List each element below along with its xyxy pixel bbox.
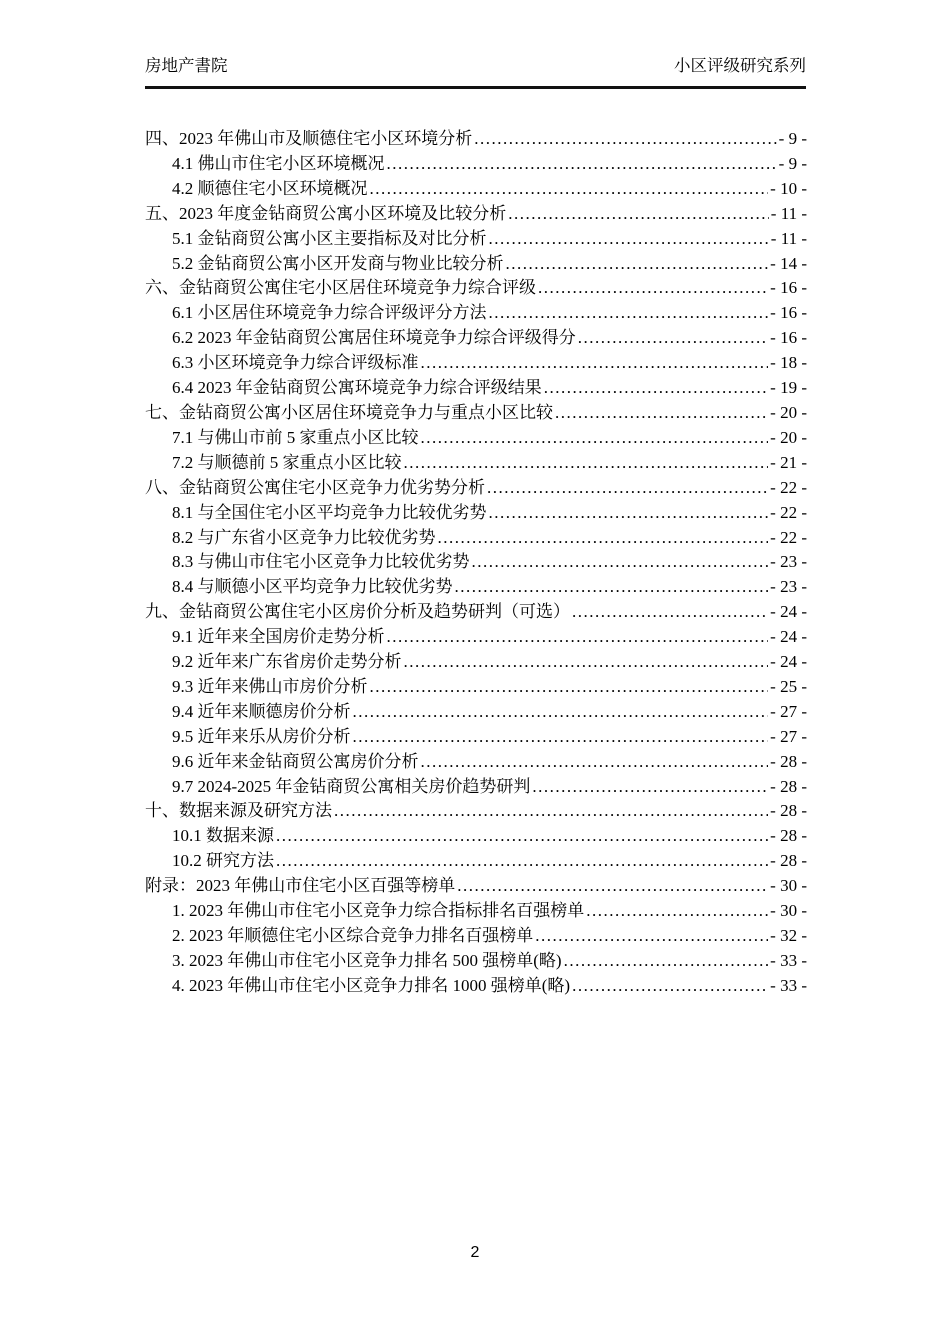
toc-entry-page: - 11 - (770, 228, 807, 248)
toc-leader-dots (276, 824, 768, 849)
toc-entry (145, 625, 807, 650)
toc-entry-title: 10.1 数据来源 (172, 826, 274, 846)
toc-entry-title: 10.2 研究方法 (172, 851, 274, 871)
toc-entry-page: - 22 - (770, 502, 807, 522)
toc-leader-dots (370, 675, 769, 700)
toc-entry-title: 5.1 金钻商贸公寓小区主要指标及对比分析 (172, 228, 487, 248)
toc-entry (145, 501, 807, 526)
toc-entry (145, 550, 807, 575)
toc-leader-dots (455, 575, 769, 600)
toc-entry (145, 451, 807, 476)
toc-entry-title: 8.2 与广东省小区竞争力比较优劣势 (172, 527, 436, 547)
toc-leader-dots (370, 177, 769, 202)
toc-leader-dots (353, 700, 769, 725)
toc-entry (145, 276, 807, 301)
toc-entry (145, 252, 807, 277)
toc-entry-title: 7.1 与佛山市前 5 家重点小区比较 (172, 427, 419, 447)
toc-leader-dots (387, 625, 769, 650)
toc-entry-page: - 23 - (770, 577, 807, 597)
toc-entry-page: - 28 - (770, 826, 807, 846)
toc-entry-page: - 25 - (770, 676, 807, 696)
toc-leader-dots (538, 276, 768, 301)
toc-entry-page: - 28 - (770, 751, 807, 771)
toc-entry-page: - 22 - (770, 527, 807, 547)
toc-leader-dots (457, 874, 768, 899)
toc-leader-dots (489, 301, 769, 326)
toc-entry (145, 650, 807, 675)
toc-entry (145, 426, 807, 451)
toc-leader-dots (276, 849, 768, 874)
toc-entry-page: - 14 - (770, 253, 807, 273)
toc-entry-page: - 11 - (770, 203, 807, 223)
toc-entry-title: 9.3 近年来佛山市房价分析 (172, 676, 368, 696)
toc-entry (145, 725, 807, 750)
toc-entry (145, 924, 807, 949)
toc-leader-dots (532, 775, 768, 800)
toc-leader-dots (474, 127, 776, 152)
toc-entry (145, 351, 807, 376)
toc-entry-page: - 30 - (770, 876, 807, 896)
header-right-title: 小区评级研究系列 (674, 57, 806, 75)
toc-entry-title: 五、2023 年度金钻商贸公寓小区环境及比较分析 (145, 203, 507, 223)
toc-entry (145, 874, 807, 899)
toc-entry-title: 1. 2023 年佛山市住宅小区竞争力综合指标排名百强榜单 (172, 901, 585, 921)
toc-leader-dots (489, 501, 769, 526)
toc-entry-title: 9.5 近年来乐从房价分析 (172, 726, 351, 746)
toc-entry-title: 2. 2023 年顺德住宅小区综合竞争力排名百强榜单 (172, 926, 534, 945)
toc-entry-title: 七、金钻商贸公寓小区居住环境竞争力与重点小区比较 (145, 402, 553, 422)
toc-entry-title: 六、金钻商贸公寓住宅小区居住环境竞争力综合评级 (145, 278, 536, 298)
toc-entry-title: 八、金钻商贸公寓住宅小区竞争力优劣势分析 (145, 477, 485, 497)
toc-entry-title: 8.3 与佛山市住宅小区竞争力比较优劣势 (172, 552, 470, 572)
toc-leader-dots (387, 152, 777, 177)
toc-leader-dots (421, 351, 769, 376)
toc-leader-dots (472, 550, 769, 575)
toc-entry-page: - 16 - (770, 328, 807, 348)
toc-leader-dots (353, 725, 769, 750)
toc-entry (145, 824, 807, 849)
toc-entry (145, 376, 807, 401)
toc-entry-page: - 27 - (770, 701, 807, 721)
toc-leader-dots (421, 426, 769, 451)
toc-entry (145, 675, 807, 700)
toc-leader-dots (404, 451, 769, 476)
toc-entry (145, 326, 807, 351)
toc-entry-page: - 24 - (770, 627, 807, 647)
toc-entry-page: - 24 - (770, 652, 807, 672)
toc-entry-title: 9.6 近年来金钻商贸公寓房价分析 (172, 751, 419, 771)
toc-leader-dots (578, 326, 768, 351)
toc-entry-title: 7.2 与顺德前 5 家重点小区比较 (172, 452, 402, 472)
toc-entry (145, 949, 807, 974)
toc-entry-title: 4.2 顺德住宅小区环境概况 (172, 178, 368, 198)
toc-entry (145, 700, 807, 725)
toc-entry-page: - 33 - (770, 950, 807, 970)
toc-entry (145, 127, 807, 152)
toc-leader-dots (564, 949, 769, 974)
toc-entry-title: 8.4 与顺德小区平均竞争力比较优劣势 (172, 577, 453, 597)
toc-list (145, 127, 807, 999)
toc-leader-dots (555, 401, 768, 426)
toc-entry-title: 四、2023 年佛山市及顺德住宅小区环境分析 (145, 129, 473, 148)
toc-leader-dots (334, 799, 768, 824)
toc-leader-dots (535, 924, 768, 949)
toc-entry (145, 750, 807, 775)
toc-entry-page: - 18 - (770, 353, 807, 373)
header-left-title: 房地产書院 (145, 57, 228, 75)
toc-entry-page: - 9 - (778, 153, 807, 173)
toc-leader-dots (544, 376, 768, 401)
toc-entry (145, 401, 807, 426)
toc-entry-page: - 20 - (770, 402, 807, 422)
toc-leader-dots (489, 227, 769, 252)
toc-leader-dots (506, 252, 769, 277)
toc-leader-dots (404, 650, 769, 675)
toc-entry (145, 600, 807, 625)
page-number: 2 (470, 1244, 480, 1261)
toc-leader-dots (421, 750, 769, 775)
toc-entry-title: 4. 2023 年佛山市住宅小区竞争力排名 1000 强榜单(略) (172, 975, 571, 995)
toc-entry-title: 6.3 小区环境竞争力综合评级标准 (172, 353, 419, 373)
toc-entry-page: - 16 - (770, 303, 807, 323)
toc-entry (145, 849, 807, 874)
toc-entry-title: 9.4 近年来顺德房价分析 (172, 701, 351, 721)
toc-entry (145, 152, 807, 177)
page-header (145, 57, 806, 89)
toc-entry-page: - 21 - (770, 452, 807, 472)
toc-entry-page: - 33 - (770, 975, 807, 995)
toc-leader-dots (438, 526, 769, 551)
toc-entry (145, 227, 807, 252)
toc-entry (145, 526, 807, 551)
toc-entry-title: 4.1 佛山市住宅小区环境概况 (172, 153, 385, 173)
page-footer (0, 1244, 950, 1262)
toc-leader-dots (572, 600, 768, 625)
toc-leader-dots (508, 202, 769, 227)
toc-entry (145, 301, 807, 326)
toc-entry-title: 8.1 与全国住宅小区平均竞争力比较优劣势 (172, 502, 487, 522)
toc-entry-title: 5.2 金钻商贸公寓小区开发商与物业比较分析 (172, 253, 504, 273)
toc-entry-page: - 16 - (770, 278, 807, 298)
toc-entry-title: 十、数据来源及研究方法 (145, 801, 332, 821)
toc-entry (145, 202, 807, 227)
toc-entry-page: - 24 - (770, 602, 807, 622)
toc-entry-title: 6.4 2023 年金钻商贸公寓环境竞争力综合评级结果 (172, 378, 542, 398)
toc-entry-page: - 23 - (770, 552, 807, 572)
toc-entry-page: - 28 - (770, 851, 807, 871)
toc-entry (145, 177, 807, 202)
toc-entry (145, 775, 807, 800)
toc-leader-dots (586, 899, 768, 924)
toc-leader-dots (572, 974, 768, 999)
toc-entry-page: - 10 - (770, 178, 807, 198)
toc-entry (145, 575, 807, 600)
toc-entry-page: - 27 - (770, 726, 807, 746)
toc-entry-page: - 32 - (770, 926, 807, 945)
toc-entry-title: 9.2 近年来广东省房价走势分析 (172, 652, 402, 672)
toc-entry-title: 3. 2023 年佛山市住宅小区竞争力排名 500 强榜单(略) (172, 950, 562, 970)
toc-entry (145, 974, 807, 999)
toc-entry (145, 799, 807, 824)
toc-entry-title: 6.1 小区居住环境竞争力综合评级评分方法 (172, 303, 487, 323)
toc-entry (145, 899, 807, 924)
toc-entry-title: 九、金钻商贸公寓住宅小区房价分析及趋势研判（可选） (145, 602, 570, 622)
toc-entry-page: - 30 - (770, 901, 807, 921)
toc-entry-page: - 19 - (770, 378, 807, 398)
toc-entry (145, 476, 807, 501)
toc-entry-title: 6.2 2023 年金钻商贸公寓居住环境竞争力综合评级得分 (172, 328, 576, 348)
toc-entry-title: 9.1 近年来全国房价走势分析 (172, 627, 385, 647)
toc-entry-page: - 22 - (770, 477, 807, 497)
toc-entry-page: - 20 - (770, 427, 807, 447)
toc-entry-title: 附录：2023 年佛山市住宅小区百强等榜单 (145, 876, 456, 896)
toc-entry-page: - 9 - (778, 129, 807, 148)
toc-entry-page: - 28 - (770, 801, 807, 821)
toc-entry-title: 9.7 2024-2025 年金钻商贸公寓相关房价趋势研判 (172, 776, 531, 796)
toc-entry-page: - 28 - (770, 776, 807, 796)
toc-leader-dots (487, 476, 768, 501)
